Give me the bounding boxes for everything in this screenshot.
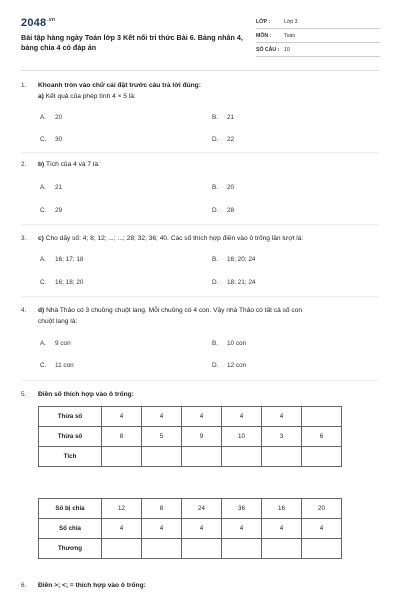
option-a[interactable] bbox=[40, 256, 83, 263]
meta-count bbox=[256, 46, 380, 57]
table-row bbox=[39, 447, 342, 467]
option-value: 16; 18; 20 bbox=[55, 279, 84, 286]
table-cell: 4 bbox=[182, 519, 222, 539]
option-letter: B. bbox=[212, 184, 219, 191]
question-part: a) bbox=[38, 93, 44, 100]
answer-cell[interactable] bbox=[102, 539, 142, 559]
option-value: 21 bbox=[55, 184, 63, 191]
option-value: 20 bbox=[227, 184, 235, 191]
option-value: 20 bbox=[55, 114, 63, 121]
row-label: Thương bbox=[39, 539, 102, 559]
table-row bbox=[39, 539, 342, 559]
option-letter: A. bbox=[40, 184, 47, 191]
table-row bbox=[39, 427, 342, 447]
question-number: 5. bbox=[21, 391, 27, 398]
logo-text: 2048 bbox=[21, 17, 47, 29]
option-letter: A. bbox=[40, 114, 47, 121]
table-cell: 16 bbox=[262, 499, 302, 519]
table-cell: 4 bbox=[222, 519, 262, 539]
option-c[interactable] bbox=[40, 362, 74, 369]
question-text bbox=[38, 305, 378, 316]
option-letter: D. bbox=[212, 136, 219, 143]
option-letter: D. bbox=[212, 279, 219, 286]
logo-suffix: .vn bbox=[47, 17, 56, 23]
question-number: 3. bbox=[21, 235, 27, 242]
option-value: 21 bbox=[227, 114, 235, 121]
answer-cell[interactable] bbox=[302, 447, 342, 467]
question-body: Kết quả của phép tính 4 × 5 là: bbox=[45, 93, 136, 100]
meta-subject-value: Toán bbox=[284, 33, 296, 39]
table-cell: 36 bbox=[222, 499, 262, 519]
option-letter: D. bbox=[212, 362, 219, 369]
table-cell: 5 bbox=[142, 427, 182, 447]
question-intro bbox=[38, 80, 378, 91]
question-number: 4. bbox=[21, 307, 27, 314]
document-title: Bài tập hàng ngày Toán lớp 3 Kết nối tri thức Bài 6. Bảng nhân 4, bảng chia 4 có đáp án bbox=[21, 33, 243, 52]
question-body: Điền số thích hợp vào ô trống: bbox=[38, 391, 134, 398]
answer-cell[interactable] bbox=[222, 447, 262, 467]
table-cell: 4 bbox=[262, 407, 302, 427]
question-divider bbox=[21, 224, 379, 225]
answer-cell[interactable] bbox=[182, 447, 222, 467]
option-d[interactable] bbox=[212, 136, 234, 143]
question-divider bbox=[21, 152, 379, 153]
division-table bbox=[38, 498, 342, 559]
table-cell: 8 bbox=[102, 427, 142, 447]
option-a[interactable] bbox=[40, 184, 62, 191]
option-a[interactable] bbox=[40, 340, 71, 347]
option-value: 16; 17; 18 bbox=[55, 256, 84, 263]
option-value: 10 con bbox=[227, 340, 247, 347]
row-label: Tích bbox=[39, 447, 102, 467]
question-body: Tích của 4 và 7 là: bbox=[45, 161, 100, 168]
meta-count-key: SỐ CÂU : bbox=[256, 47, 280, 53]
question-text bbox=[38, 91, 378, 102]
option-d[interactable] bbox=[212, 207, 234, 214]
table-cell: 3 bbox=[262, 427, 302, 447]
option-value: 28 bbox=[227, 207, 235, 214]
answer-cell[interactable] bbox=[142, 539, 182, 559]
option-b[interactable] bbox=[212, 340, 246, 347]
row-label: Thừa số bbox=[39, 407, 102, 427]
table-cell: 4 bbox=[142, 407, 182, 427]
option-c[interactable] bbox=[40, 279, 83, 286]
table-cell: 4 bbox=[182, 407, 222, 427]
answer-cell[interactable] bbox=[182, 539, 222, 559]
question-body: Điền >; <; = thích hợp vào ô trống: bbox=[38, 582, 146, 589]
row-label: Thừa số bbox=[39, 427, 102, 447]
table-cell: 8 bbox=[142, 499, 182, 519]
meta-count-value: 10 bbox=[284, 47, 290, 53]
option-value: 22 bbox=[227, 136, 235, 143]
question-part: c) bbox=[38, 235, 44, 242]
answer-cell[interactable] bbox=[222, 539, 262, 559]
question-text-continued: chuột lang là: bbox=[38, 318, 78, 325]
header-divider bbox=[21, 70, 379, 71]
table-row bbox=[39, 499, 342, 519]
question-divider bbox=[21, 296, 379, 297]
question-text bbox=[38, 389, 378, 400]
option-value: 18; 21; 24 bbox=[227, 279, 256, 286]
answer-cell[interactable] bbox=[142, 447, 182, 467]
question-body: Cho dãy số: 4; 8; 12; ...; ...; 28; 32; 36; 40. Các số thích hợp điền vào ô trống lần lượt là: bbox=[45, 235, 304, 242]
meta-class-value: Lớp 3 bbox=[284, 19, 298, 25]
option-letter: C. bbox=[40, 279, 47, 286]
table-cell: 24 bbox=[182, 499, 222, 519]
question-text bbox=[38, 159, 378, 170]
table-cell: 4 bbox=[302, 519, 342, 539]
table-cell: 20 bbox=[302, 499, 342, 519]
option-b[interactable] bbox=[212, 184, 234, 191]
meta-subject bbox=[256, 32, 380, 43]
option-b[interactable] bbox=[212, 256, 255, 263]
option-value: 16; 20; 24 bbox=[227, 256, 256, 263]
option-d[interactable] bbox=[212, 279, 255, 286]
option-letter: B. bbox=[212, 114, 219, 121]
question-part: b) bbox=[38, 161, 45, 168]
table-row bbox=[39, 407, 342, 427]
row-label: Số bị chia bbox=[39, 499, 102, 519]
multiplication-table bbox=[38, 406, 342, 467]
option-c[interactable] bbox=[40, 136, 62, 143]
question-number: 1. bbox=[21, 82, 27, 89]
option-letter: C. bbox=[40, 207, 47, 214]
meta-class-key: LỚP : bbox=[256, 19, 271, 25]
answer-cell[interactable] bbox=[102, 447, 142, 467]
option-letter: B. bbox=[212, 340, 219, 347]
option-d[interactable] bbox=[212, 362, 246, 369]
answer-cell[interactable] bbox=[302, 539, 342, 559]
table-cell: 12 bbox=[102, 499, 142, 519]
option-a[interactable] bbox=[40, 114, 62, 121]
table-cell bbox=[302, 407, 342, 427]
option-b[interactable] bbox=[212, 114, 234, 121]
option-value: 29 bbox=[55, 207, 63, 214]
question-text bbox=[38, 233, 378, 244]
question-intro-text: Khoanh tròn vào chữ cái đặt trước câu trả lời đúng: bbox=[38, 82, 201, 89]
meta-class bbox=[256, 18, 380, 29]
option-letter: A. bbox=[40, 256, 47, 263]
answer-cell[interactable] bbox=[262, 539, 302, 559]
option-value: 11 con bbox=[55, 362, 74, 369]
table-cell: 4 bbox=[102, 519, 142, 539]
table-cell: 10 bbox=[222, 427, 262, 447]
table-cell: 6 bbox=[302, 427, 342, 447]
table-cell: 4 bbox=[262, 519, 302, 539]
question-part: d) bbox=[38, 307, 45, 314]
option-value: 30 bbox=[55, 136, 63, 143]
meta-subject-key: MÔN : bbox=[256, 33, 272, 39]
question-body: Nhà Thảo có 3 chuồng chuột lang. Mỗi chuồng có 4 con. Vậy nhà Thảo có tất cả số con bbox=[46, 307, 303, 314]
question-number: 6. bbox=[21, 582, 27, 589]
option-c[interactable] bbox=[40, 207, 62, 214]
site-logo[interactable] bbox=[21, 17, 55, 29]
option-letter: B. bbox=[212, 256, 219, 263]
option-letter: A. bbox=[40, 340, 47, 347]
option-letter: C. bbox=[40, 136, 47, 143]
question-text bbox=[38, 580, 378, 591]
option-letter: C. bbox=[40, 362, 47, 369]
table-row bbox=[39, 519, 342, 539]
option-letter: D. bbox=[212, 207, 219, 214]
question-divider bbox=[21, 380, 379, 381]
option-value: 9 con bbox=[55, 340, 71, 347]
option-value: 12 con bbox=[227, 362, 247, 369]
table-cell: 4 bbox=[142, 519, 182, 539]
table-cell: 4 bbox=[102, 407, 142, 427]
table-cell: 9 bbox=[182, 427, 222, 447]
answer-cell[interactable] bbox=[262, 447, 302, 467]
question-number: 2. bbox=[21, 161, 27, 168]
row-label: Số chia bbox=[39, 519, 102, 539]
table-cell: 4 bbox=[222, 407, 262, 427]
